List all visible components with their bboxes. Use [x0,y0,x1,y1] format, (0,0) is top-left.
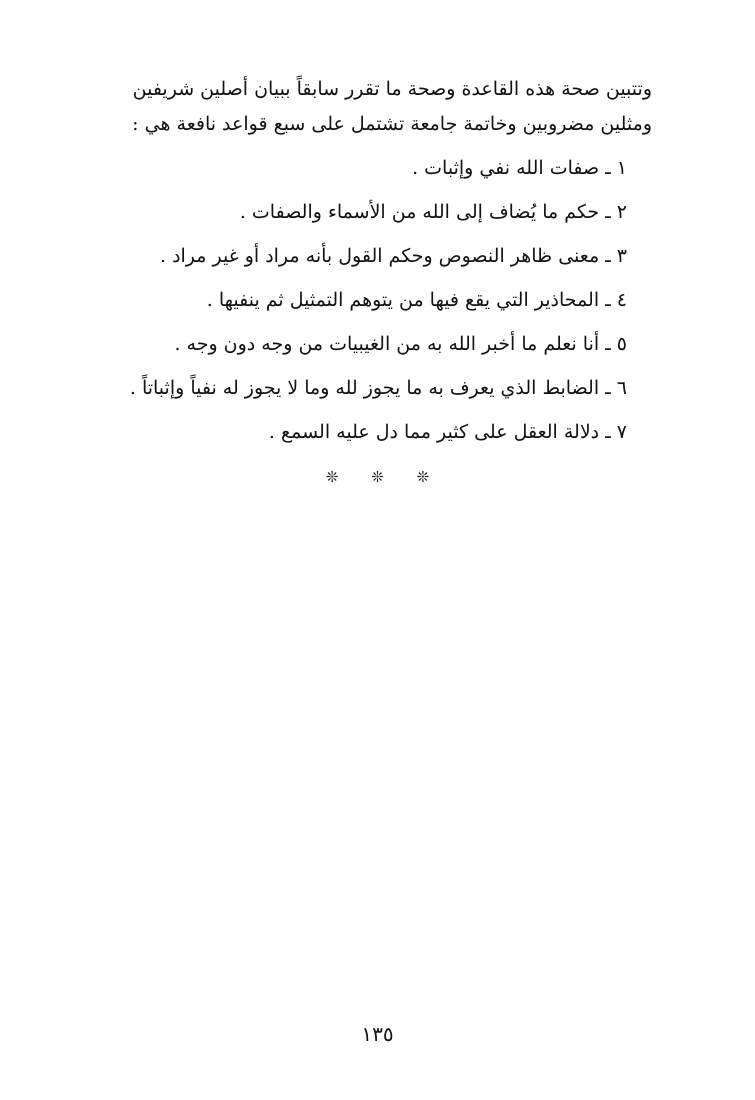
section-separator [0,468,755,486]
intro-line: ومثلين مضروبين وخاتمة جامعة تشتمل على سبع قواعد نافعة هي : [132,113,652,135]
separator-star-icon: ❊ [325,468,339,486]
separator-star-icon: ❊ [416,468,430,486]
rule-item: ٥ ـ أنا نعلم ما أخبر الله به من الغيبيات من وجه دون وجه . [174,333,627,355]
rule-item: ٧ ـ دلالة العقل على كثير مما دل عليه السمع . [268,421,627,443]
rules-list [127,146,627,454]
intro-paragraph [92,72,652,142]
page-number: ١٣٥ [361,1022,394,1046]
intro-line: وتتبين صحة هذه القاعدة وصحة ما تقرر سابقاً ببيان أصلين شريفين [132,78,652,100]
rule-item: ٦ ـ الضابط الذي يعرف به ما يجوز لله وما لا يجوز له نفياً وإثباتاً . [129,377,627,399]
rule-item: ١ ـ صفات الله نفي وإثبات . [412,157,627,179]
rule-item: ٤ ـ المحاذير التي يقع فيها من يتوهم التمثيل ثم ينفيها . [206,289,627,311]
separator-star-icon: ❊ [371,468,384,486]
rule-item: ٢ ـ حكم ما يُضاف إلى الله من الأسماء والصفات . [239,201,627,223]
rule-item: ٣ ـ معنى ظاهر النصوص وحكم القول بأنه مراد أو غير مراد . [159,245,627,267]
